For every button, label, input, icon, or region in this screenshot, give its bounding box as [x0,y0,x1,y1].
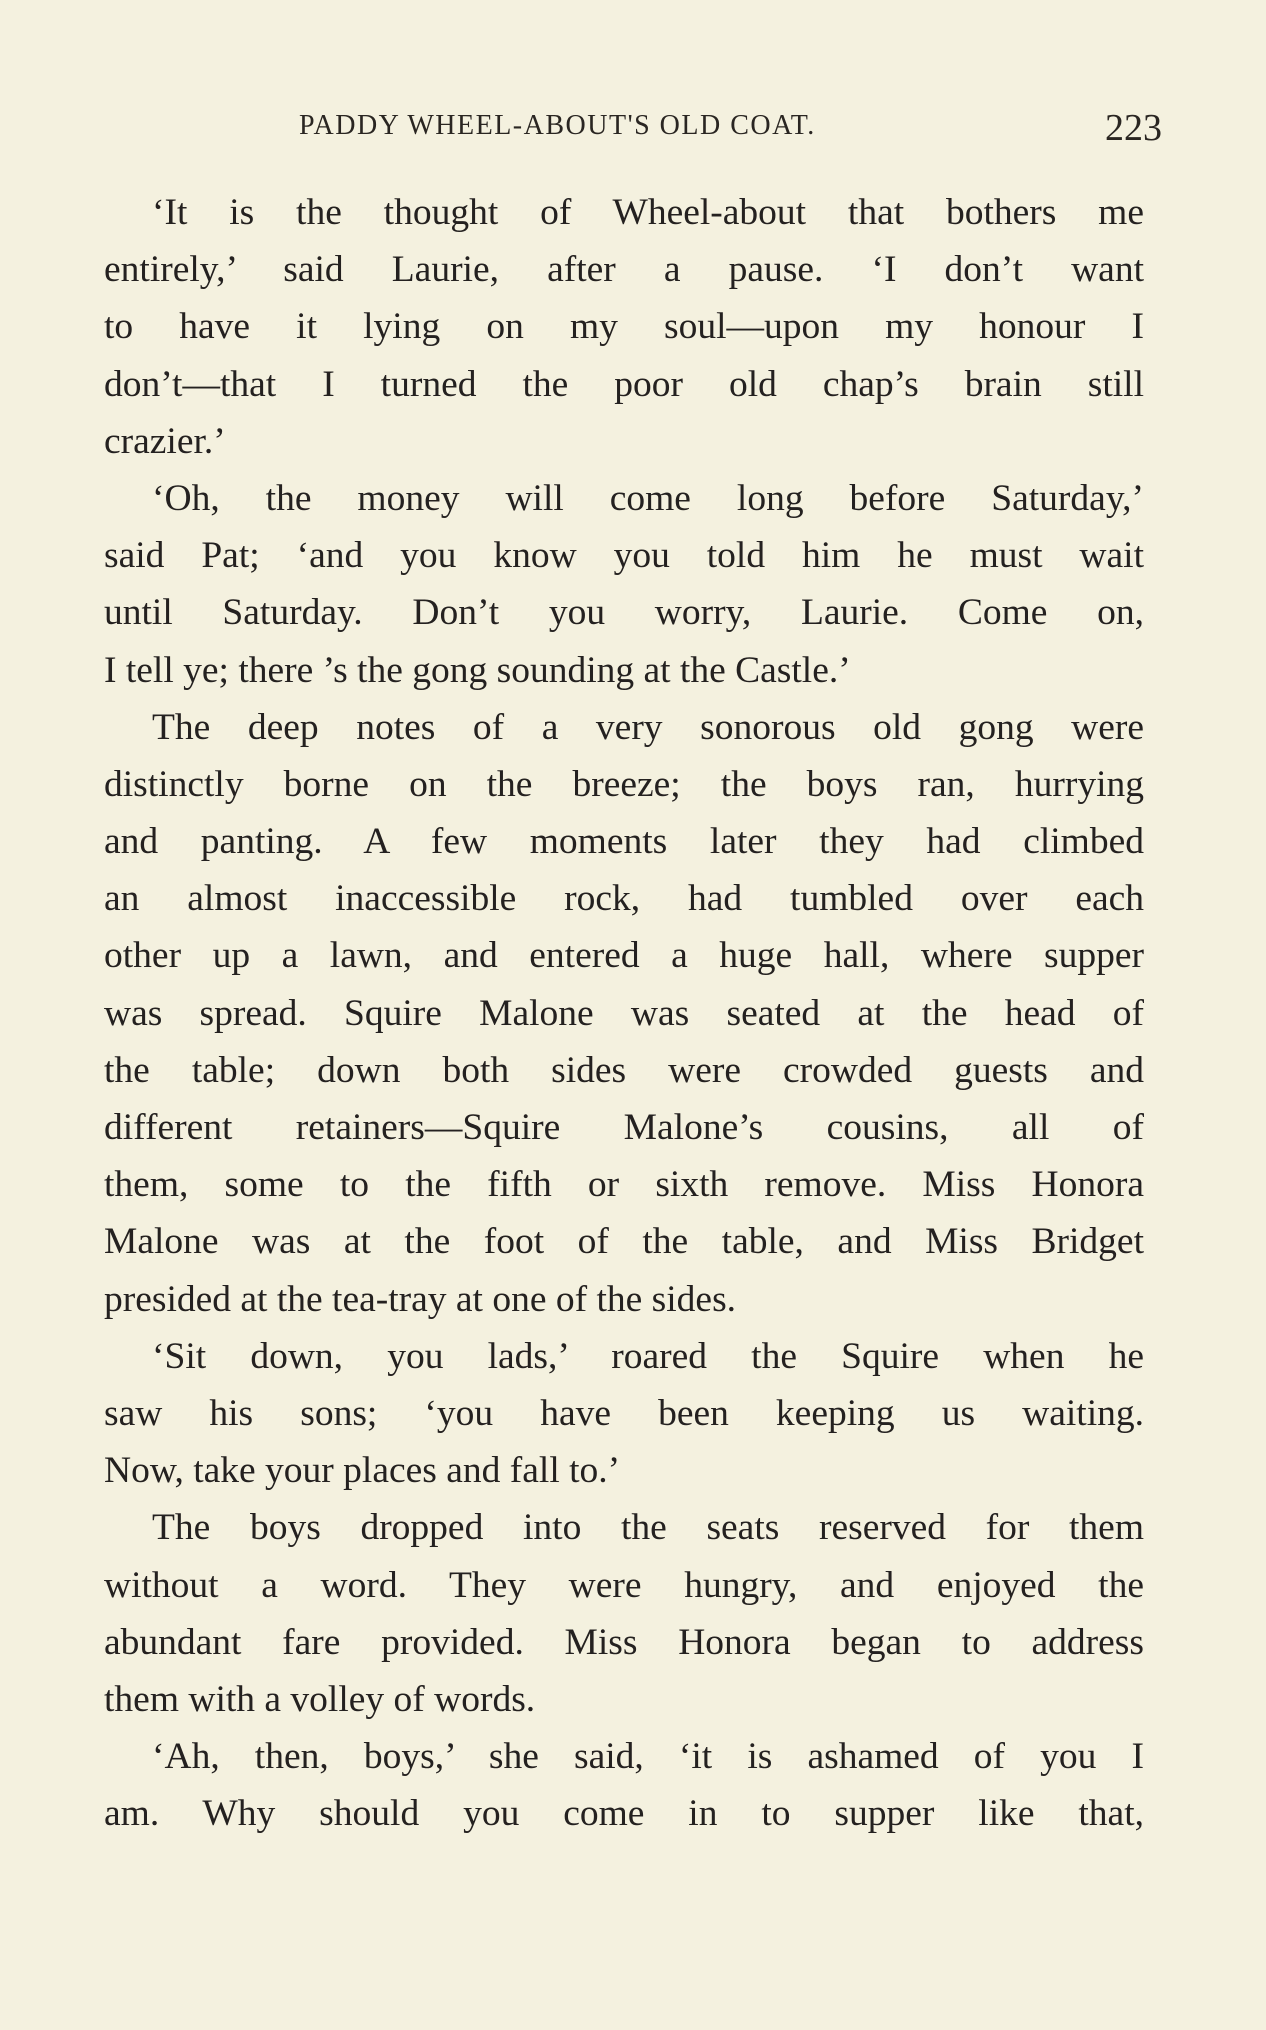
text-line: an almost inaccessible rock, had tumbled over each [104,878,1144,920]
text-line: entirely,’ said Laurie, after a pause. ‘I don’t want [104,249,1144,291]
text-line: without a word. They were hungry, and enjoyed the [104,1564,1144,1606]
body-text [104,184,1144,1842]
text-line: ‘Ah, then, boys,’ she said, ‘it is ashamed of you I [152,1736,1144,1778]
text-line: was spread. Squire Malone was seated at the head of [104,992,1144,1034]
text-line: abundant fare provided. Miss Honora began to address [104,1621,1144,1663]
running-title: PADDY WHEEL-ABOUT'S OLD COAT. [299,110,816,141]
text-line: Malone was at the foot of the table, and Miss Bridget [104,1221,1144,1263]
text-line: other up a lawn, and entered a huge hall, where supper [104,935,1144,977]
text-line: crazier.’ [104,420,226,462]
text-line: don’t—that I turned the poor old chap’s brain still [104,363,1144,405]
text-line: them, some to the fifth or sixth remove. Miss Honora [104,1164,1144,1206]
text-line: Now, take your places and fall to.’ [104,1450,621,1492]
running-head [104,106,1162,154]
text-line: The deep notes of a very sonorous old gong were [152,706,1144,748]
text-line: ‘Oh, the money will come long before Saturday,’ [152,477,1144,519]
text-line: different retainers—Squire Malone’s cousins, all of [104,1107,1144,1148]
text-line: ‘Sit down, you lads,’ roared the Squire when he [152,1335,1144,1377]
text-line: and panting. A few moments later they had climbed [104,821,1144,863]
text-line: I tell ye; there ’s the gong sounding at the Castle.’ [104,649,851,691]
page-number: 223 [1105,107,1162,149]
text-line: distinctly borne on the breeze; the boys ran, hurrying [104,763,1144,805]
text-line: to have it lying on my soul—upon my honour I [104,306,1144,348]
text-line: said Pat; ‘and you know you told him he must wait [104,535,1144,577]
text-line: presided at the tea-tray at one of the sides. [104,1278,737,1320]
text-line: am. Why should you come in to supper like that, [104,1793,1144,1835]
text-line: until Saturday. Don’t you worry, Laurie. Come on, [104,592,1144,634]
text-line: the table; down both sides were crowded guests and [104,1049,1144,1091]
text-line: them with a volley of words. [104,1678,536,1720]
text-line: saw his sons; ‘you have been keeping us waiting. [104,1392,1144,1434]
text-line: ‘It is the thought of Wheel-about that bothers me [152,192,1144,233]
text-line: The boys dropped into the seats reserved for them [152,1507,1144,1549]
